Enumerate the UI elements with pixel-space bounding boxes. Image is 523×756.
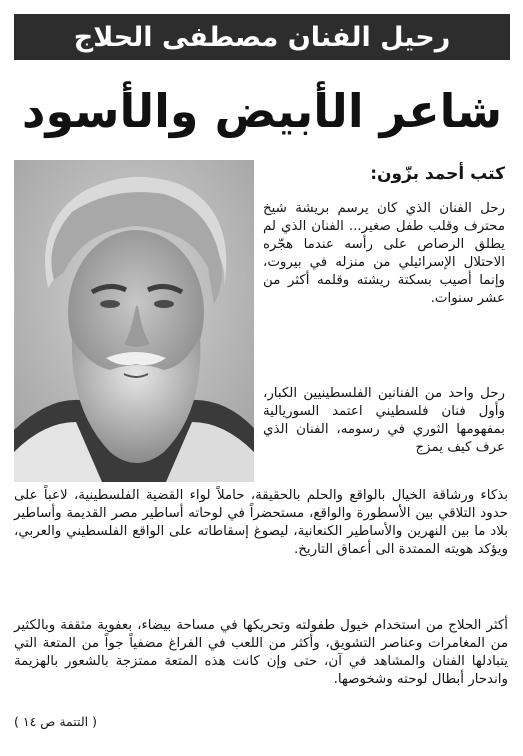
article-byline: كتب أحمد بزّون: <box>370 164 505 184</box>
article-paragraph-3: أكثر الحلاج من استخدام خيول طفولته وتحريكها في مساحة بيضاء، بعفوية مثقفة وبالكثير من المغامرات وعناصر التشويق، وأكثر من اللعب في الفراغ مضفياً جواً من المتعة التي يتبادلها الفنان والمشاهد في آن، حتى وإن كانت هذه المتعة ممتزجة بالشعور بالهزيمة واندحار أبطال لوحته وشخوصها. <box>14 618 508 687</box>
article-paragraph-1: رحل الفنان الذي كان يرسم بريشة شيخ محترف وقلب طفل صغير... الفنان الذي لم يطلق الرصاص على رأسه عندما هجّره الاحتلال الإسرائيلي من منزله في بيروت، وإنما أصيب بسكتة ريشته وقلمه أكثر من عشر سنوات. <box>263 201 505 306</box>
article-headline: شاعر الأبيض والأسود <box>21 84 503 138</box>
continuation-note: ( التتمة ص ١٤ ) <box>14 714 97 729</box>
article-kicker: رحيل الفنان مصطفى الحلاج <box>73 21 451 53</box>
portrait-photo <box>14 160 254 482</box>
article-paragraph-2-full: بذكاء ورشاقة الخيال بالواقع والحلم بالحقيقة، حاملاً لواء القضية الفلسطينية، لاعباً على حدود التلاقي بين الأسطورة والواقع، مستحضراً في لوحاته أساطير مصر القديمة وأساطير بلاد ما بين النهرين والأساطير الكنعانية، ليصوغ إسقاطاته على الواقع الفلسطيني والعربي، ويؤكد هويته الممتدة الى أعماق التاريخ. <box>14 488 508 557</box>
article-kicker-banner <box>14 14 510 60</box>
article-paragraph-2-column: رحل واحد من الفنانين الفلسطينيين الكبار، وأول فنان فلسطيني اعتمد السوريالية بمفهومها الثوري في رسومه، الفنان الذي عرف كيف يمزج <box>263 386 505 455</box>
portrait-illustration <box>14 160 254 482</box>
